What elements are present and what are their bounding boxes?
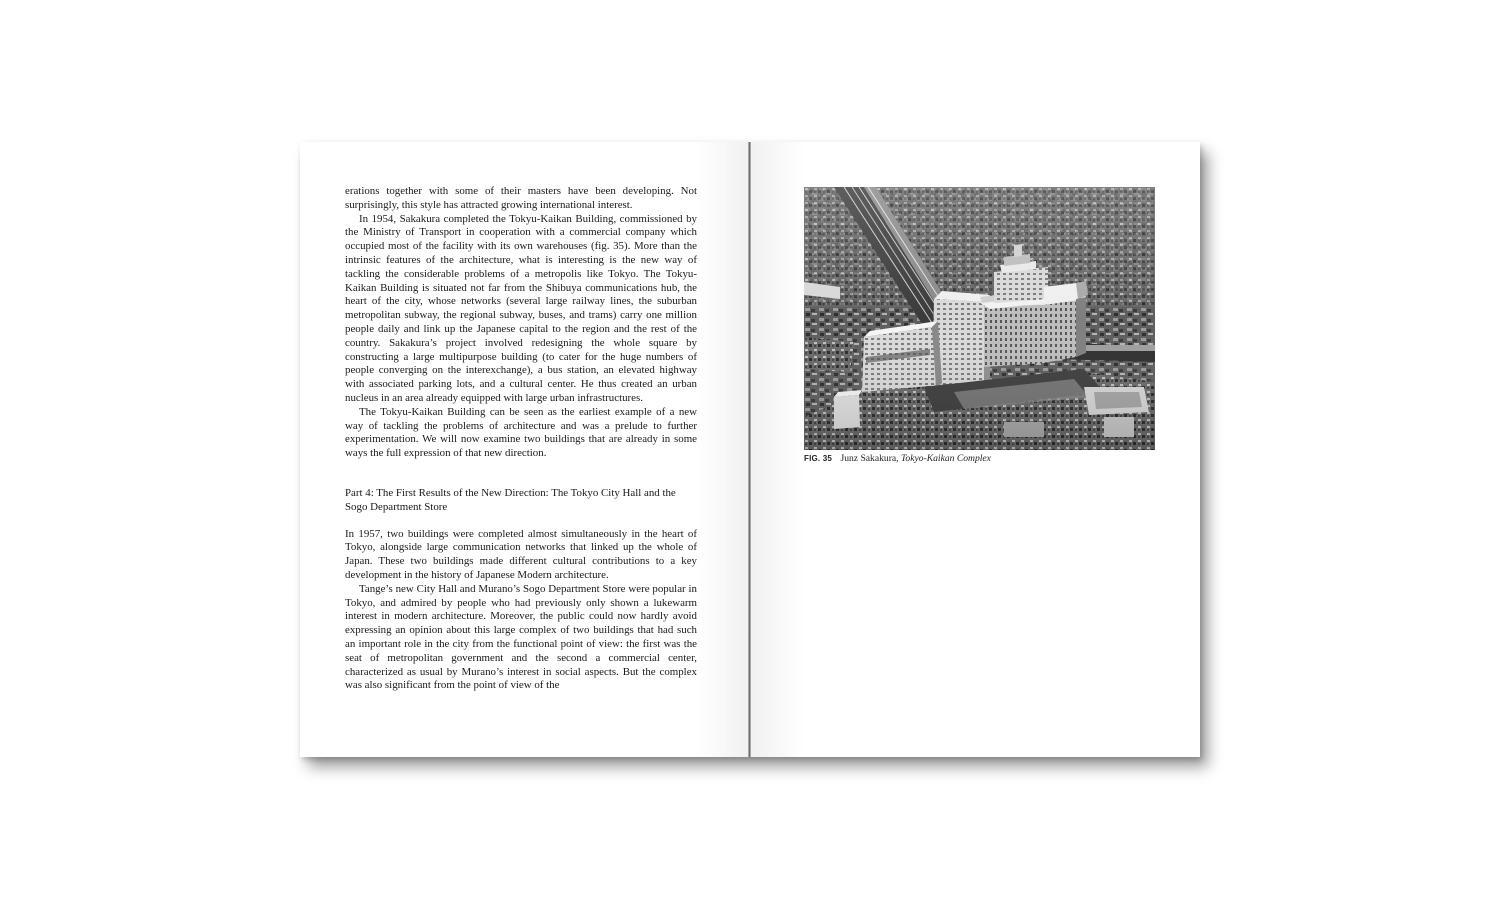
figure-photo xyxy=(804,187,1155,450)
paragraph-5: Tange’s new City Hall and Murano’s Sogo Department Store were popular in Tokyo, and admired by people who had previously only shown a lukewarm interest in modern architecture. Moreover, the public could now hardly avoid expressing an opinion about this large complex of two buildings that had such an important role in the city from the functional point of view: the first was the seat of metropolitan government and the second a commercial center, characterized as usual by Murano’s interest in social aspects. But the complex was also significant from the point of view of the xyxy=(345,582,697,692)
figure-label: FIG. 35 xyxy=(804,454,833,463)
section-heading: Part 4: The First Results of the New Direction: The Tokyo City Hall and the Sogo Department Store xyxy=(345,486,676,513)
paragraph-1: erations together with some of their masters have been developing. Not surprisingly, this style has attracted growing international interest. xyxy=(345,185,697,211)
left-page-text xyxy=(345,185,697,693)
book-spread xyxy=(300,142,1200,757)
aerial-photo-illustration xyxy=(804,187,1155,450)
paragraph-2: In 1954, Sakakura completed the Tokyu-Kaikan Building, commissioned by the Ministry of Transport in cooperation with a commercial company which occupied most of the facility with its own warehouses (fig. 35). More than the intrinsic features of the architecture, what is interesting is the new way of tackling the considerable problems of a metropolis like Tokyo. The Tokyu-Kaikan Building is situated not far from the Shibuya communications hub, the heart of the city, whose networks (several large railway lines, the suburban metropolitan subway, the regional subway, buses, and trams) carry one million people daily and link up the Japanese capital to the region and the rest of the country. Sakakura’s project involved redesigning the whole square by constructing a large multipurpose building (to cater for the huge numbers of people converging on the interexchange), a bus station, an elevated highway with associated parking lots, and a cultural center. He thus created an urban nucleus in an area already equipped with large urban infrastructures. xyxy=(345,212,697,404)
figure-title: Tokyo-Kaikan Complex xyxy=(900,453,991,464)
figure-author: Junz Sakakura, xyxy=(840,453,899,464)
left-page xyxy=(300,142,749,757)
paragraph-3: The Tokyu-Kaikan Building can be seen as the earliest example of a new way of tackling the problems of architecture and was a prelude to further experimentation. We will now examine two buildings that are already in some ways the full expression of that new direction. xyxy=(345,405,697,460)
figure-caption xyxy=(804,453,1155,464)
right-page xyxy=(751,142,1200,757)
paragraph-4: In 1957, two buildings were completed almost simultaneously in the heart of Tokyo, alongside large communication networks that linked up the whole of Japan. These two buildings made different cultural contributions to a key development in the history of Japanese Modern architecture. xyxy=(345,527,697,581)
